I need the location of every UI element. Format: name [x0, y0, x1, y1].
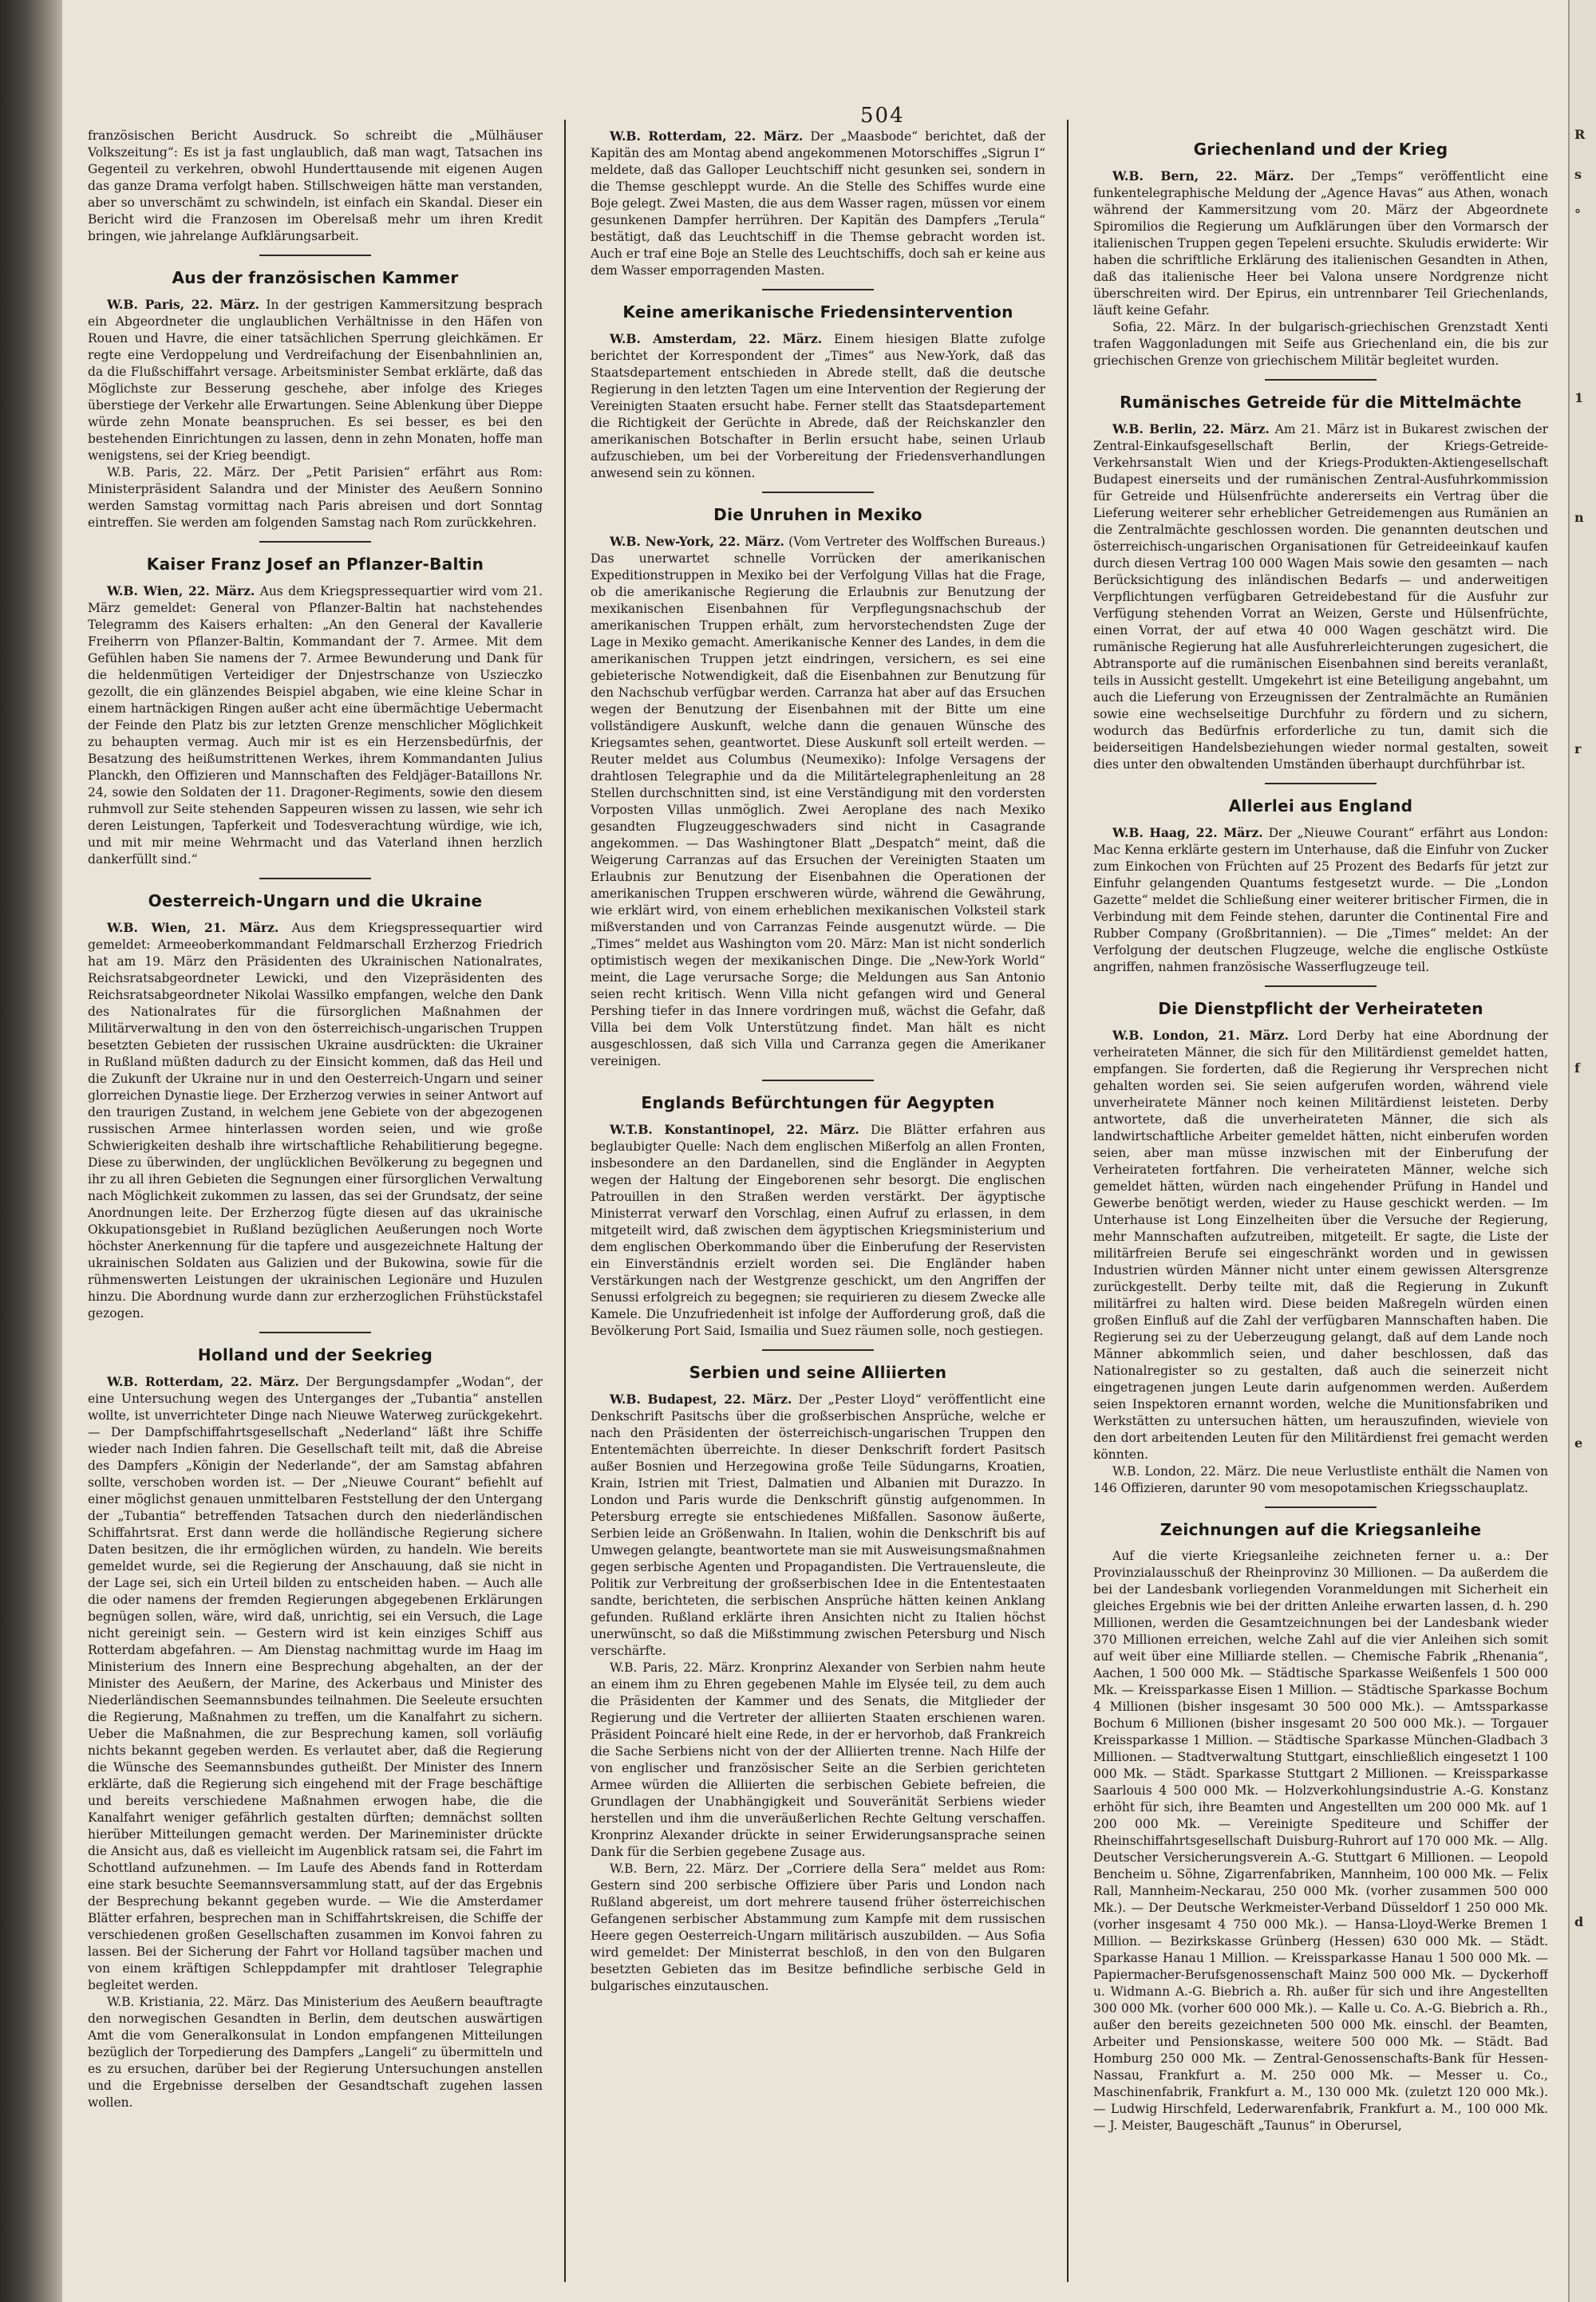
article-headline: Oesterreich-Ungarn und die Ukraine — [148, 891, 483, 910]
article-dateline: W.B. London, 21. März. — [1112, 1028, 1289, 1043]
article — [88, 128, 543, 245]
article-paragraph: Lord Derby hat eine Abordnung der verheirateten Männer, die sich für den Militärdienst gemeldet hatten, empfangen. Sie forderten, daß die Regierung ihr Versprechen nicht gehalten worden sei. Sie seien aufgerufen worden, während viele unverheiratete Männer noch keinen Militärdienst leisteten. Derby antwortete, daß die unverheirateten Männer, die sich als landwirtschaftliche Arbeiter gemeldet hätten, nicht einberufen worden seien, aber man müsse inzwischen mit der Einberufung der Verheirateten fortfahren. Die verheirateten Männer, welche sich gemeldet hätten, würden nach eingehender Prüfung in Handel und Gewerbe benötigt werden, wieder zu Hause geschickt werden. — Im Unterhause ist Long Einzelheiten über die Versuche der Regierung, mehr Mannschaften aufzutreiben, mitgeteilt. Er sagte, die Liste der militärfreien Berufe sei eingeschränkt worden und in gewissen Industrien würden Männer nicht unter einem gewissen Altersgrenze zurückgestellt. Derby teilte mit, daß die Regierung in Zukunft militärfrei zu halten wird. Diese beiden Maßregeln würden einen großen Einfluß auf die Zahl der verfügbaren Mannschaften haben. Die Regierung sei zu der Ueberzeugung gelangt, daß auf dem Lande noch Männer abkommlich seien, und daher beschlossen, daß das Nationalregister so zu gestalten, daß auch die seinerzeit nicht eingetragenen jungen Leute darin aufgenommen werden. Außerdem seien Inspektoren ernannt worden, welche die Munitionsfabriken und Werkstätten zu untersuchen hätten, um herauszufinden, wieviele von den dort arbeitenden Leuten für den Militärdienst frei gemacht werden könnten. — [1093, 1029, 1548, 1462]
adjacent-page-strip — [1568, 0, 1596, 2302]
article-paragraph: W.B. Kristiania, 22. März. Das Ministerium des Aeußern beauftragte den norwegischen Gesandten in Berlin, dem deutschen auswärtigen Amt die vom Generalkonsulat in London empfangenen Mitteilungen bezüglich der Torpedierung des Dampfers „Langeli“ zu übermitteln und es zu ersuchen, darüber bei der Regierung Untersuchungen anstellen und die Ergebnisse derselben der Gesandtschaft zugehen lassen wollen. — [88, 1995, 543, 2110]
article-dateline: W.B. Haag, 22. März. — [1112, 825, 1263, 840]
article-headline: Holland und der Seekrieg — [197, 1345, 433, 1364]
adjacent-fragment: r — [1574, 741, 1582, 756]
article-separator — [1265, 783, 1377, 784]
article-dateline: W.B. Wien, 22. März. — [107, 583, 255, 598]
article-headline: Zeichnungen auf die Kriegsanleihe — [1159, 1520, 1482, 1539]
article-dateline: W.B. Berlin, 22. März. — [1112, 421, 1270, 436]
adjacent-fragment: d — [1574, 1914, 1584, 1929]
article-separator — [259, 878, 371, 879]
article-separator — [259, 255, 371, 256]
article-paragraph: Aus dem Kriegspressequartier wird vom 21. März gemeldet: General von Pflanzer-Baltin hat nachstehendes Telegramm des Kaisers erhalten: „An den General der Kavallerie Freiherrn von Pflanzer-Baltin, Kommandant der 7. Armee. Mit dem Gefühlen haben Sie namens der 7. Armee Bewunderung und Dank für die heldenmütigen Verteidiger der Dnjestrschanze von Uszieczko gezollt, die ein glänzendes Beispiel abgaben, wie eine kleine Schar in einem hartnäckigen Ringen außer acht eine übermächtige Uebermacht der Feinde den Platz bis zur letzten Grenze menschlicher Möglichkeit zu behaupten vermag. Auch mir ist es ein Herzensbedürfnis, der Besatzung des heißumstrittenen Werkes, ihrem Kommandanten Julius Planckh, den Offizieren und Mannschaften des Feldjäger-Bataillons Nr. 24, sowie den Soldaten der 11. Dragoner-Regiments, sowie den diesem ruhmvoll zur Seite stehenden Sappeuren wissen zu lassen, wie sehr ich deren Leistungen, Tapferkeit und Todesverachtung würdige, wie ich, und mit mir meine Wehrmacht und das Vaterland ihnen herzlich dankerfüllt sind.“ — [88, 584, 543, 867]
column-3 — [1093, 128, 1548, 2282]
article-headline: Aus der französischen Kammer — [172, 268, 459, 287]
article-separator — [259, 541, 371, 543]
article — [1093, 1506, 1548, 2134]
article-paragraph: W.B. Paris, 22. März. Kronprinz Alexander von Serbien nahm heute an einem ihm zu Ehren gegebenen Mahle im Elysée teil, zu dem auch die Präsidenten der Kammer und des Senats, die Mitglieder der Regierung und die Vertreter der alliierten Staaten erschienen waren. Präsident Poincaré hielt eine Rede, in der er hervorhob, daß Frankreich die Sache Serbiens nicht von der der Alliierten trenne. Nach Hilfe der von englischer und französischer Seite an die Serbien gerichteten Armee würden die Alliierten die serbischen Gebiete befreien, die Grundlagen der Unabhängigkeit und Souveränität Serbiens wieder herstellen und ihm die unveräußerlichen Rechte Geltung verschaffen. Kronprinz Alexander drückte in seiner Erwiderungsansprache seinen Dank für die Serbien gegebene Zusage aus. — [591, 1660, 1045, 1859]
article — [591, 492, 1045, 1070]
article-dateline: W.B. Paris, 22. März. — [107, 297, 260, 312]
adjacent-fragment: 1 — [1574, 390, 1584, 405]
article-headline: Die Unruhen in Mexiko — [713, 505, 922, 524]
adjacent-fragment: s — [1574, 167, 1582, 182]
article-separator — [1265, 1506, 1377, 1508]
page-number: 504 — [860, 104, 905, 128]
article-paragraph: Auf die vierte Kriegsanleihe zeichneten ferner u. a.: Der Provinzialausschuß der Rheinprovinz 30 Millionen. — Da außerdem die bei der Landesbank vorliegenden Voranmeldungen mit Sicherheit ein gleiches Ergebnis wie bei der dritten Anleihe erwarten lassen, d. h. 290 Millionen, werden die Gesamtzeichnungen bei der Landesbank wieder 370 Millionen erreichen, welche Zahl auf die vier Anleihen sich somit auf weit über eine Milliarde stellen. — Chemische Fabrik „Rhenania“, Aachen, 1 500 000 Mk. — Städtische Sparkasse Weißenfels 1 500 000 Mk. — Kreissparkasse Eisen 1 Million. — Städtische Sparkasse Bochum 4 Millionen (bisher insgesamt 30 500 000 Mk.). — Amtssparkasse Bochum 6 Millionen (bisher insgesamt 20 500 000 Mk.). — Torgauer Kreissparkasse 1 Million. — Städtische Sparkasse München-Gladbach 3 Millionen. — Stadtverwaltung Stuttgart, einschließlich eingesetzt 1 100 000 Mk. — Städt. Sparkasse Stuttgart 2 Millionen. — Kreissparkasse Saarlouis 4 500 000 Mk. — Holzverkohlungsindustrie A.-G. Konstanz erhöht für sich, ihre Beamten und Angestellten um 200 000 Mk. auf 1 200 000 Mk. — Vereinigte Spediteure und Schiffer der Rheinschiffahrtsgesellschaft Duisburg-Ruhrort auf 170 000 Mk. — Allg. Deutscher Versicherungsverein A.-G. Stuttgart 6 Millionen. — Leopold Bencheim u. Söhne, Zigarrenfabriken, Mannheim, 100 000 Mk. — Felix Rall, Mannheim-Neckarau, 250 000 Mk. (vorher zusammen 500 000 Mk.). — Der Deutsche Werkmeister-Verband Düsseldorf 1 250 000 Mk. (vorher insgesamt 4 750 000 Mk.). — Hansa-Lloyd-Werke Bremen 1 Million. — Bezirkskasse Grünberg (Hessen) 630 000 Mk. — Städt. Sparkasse Hanau 1 Million. — Kreissparkasse Hanau 1 500 000 Mk. — Papiermacher-Berufsgenossenschaft Mainz 500 000 Mk. — Dyckerhoff u. Widmann A.-G. Biebrich a. Rh. außer für sich und ihre Angestellten 300 000 Mk. (vorher 600 000 Mk.). — Kalle u. Co. A.-G. Biebrich a. Rh., außer den bereits gezeichneten 500 000 Mk. einschl. der Beamten, Arbeiter und Pensionskasse, weitere 500 000 Mk. — Städt. Bad Homburg 250 000 Mk. — Zentral-Genossenschafts-Bank für Hessen-Nassau, Frankfurt a. M. 250 000 Mk. — Messer u. Co., Maschinenfabrik, Frankfurt a. M., 130 000 Mk. (zuletzt 120 000 Mk.). — Ludwig Hirschfeld, Lederwarenfabrik, Frankfurt a. M., 100 000 Mk. — J. Meister, Baugeschäft „Taunus“ in Oberursel, — [1093, 1549, 1548, 2133]
article-dateline: W.B. Rotterdam, 22. März. — [610, 128, 804, 144]
article-headline: Kaiser Franz Josef an Pflanzer-Baltin — [146, 555, 484, 574]
article-separator — [762, 289, 874, 290]
article-separator — [1265, 985, 1377, 987]
article-paragraph: Der „Nieuwe Courant“ erfährt aus London: Mac Kenna erklärte gestern im Unterhause, daß die Einfuhr von Zucker zum Einkochen von Früchten auf 25 Prozent des Bedarfs für jetzt zur Einfuhr gelangenden Quantums festgesetzt wurde. — Die „London Gazette“ meldet die Schließung einer weiterer britischer Firmen, die in Verbindung mit dem Feinde stehen, darunter die Continental Fire and Rubber Company (Großbritannien). — Die „Times“ meldet: An der Verfolgung der deutschen Flugzeuge, welche die englische Ostküste angriffen, nahmen französische Wasserflugzeuge teil. — [1093, 826, 1548, 974]
article-paragraph: (Vom Vertreter des Wolffschen Bureaus.) Das unerwartet schnelle Vorrücken der amerikanischen Expeditionstruppen in Mexiko bei der Verfolgung Villas hat die Frage, ob die amerikanische Regierung die Erlaubnis zur Benutzung der mexikanischen Eisenbahnen für Verpflegungsnachschub der amerikanischen Truppen erhält, zum hervorstechendsten Zuge der Lage in Mexiko gemacht. Amerikanische Kenner des Landes, in dem die amerikanischen Truppen jetzt eindringen, versichern, es sei eine gebieterische Notwendigkeit, daß die Eisenbahnen zur Benutzung für den Nachschub verfügbar werden. Carranza hat aber auf das Ersuchen wegen der Benutzung der Eisenbahnen mit der Bitte um eine vollständigere Auskunft, welche dann die genauen Wünsche des Kriegsamtes sehen, geantwortet. Diese Auskunft soll erteilt werden. — Reuter meldet aus Columbus (Neumexiko): Infolge Versagens der drahtlosen Telegraphie und da die Militärtelegraphenleitung an 28 Stellen durchschnitten sind, ist eine Verständigung mit den vordersten Vorposten Villas unmöglich. Zwei Aeroplane des nach Mexiko gesandten Flugzeuggeschwaders sind nicht in Casagrande angekommen. — Das Washingtoner Blatt „Despatch“ meint, daß die Weigerung Carranzas auf das Ersuchen der Vereinigten Staaten um Erlaubnis zur Benutzung der Eisenbahnen die Operationen der amerikanischen Truppen erschweren würde, während die Gewährung, wie erklärt wird, von einem erheblichen mexikanischen Volksteil stark mißverstanden und von Carranzas Feinde ausgenutzt würde. — Die „Times“ meldet aus Washington vom 20. März: Man ist nicht sonderlich optimistisch wegen der mexikanischen Dinge. Die „New-York World“ meint, die Lage verursache Sorge; die Meldungen aus San Antonio seien recht kritisch. Wenn Villa nicht gefangen wird und General Pershing tiefer in das Innere vordringen muß, wächst die Gefahr, daß Villa bei dem Volk Unterstützung findet. Man hält es nicht ausgeschlossen, daß sich Villa und Carranza gegen die Amerikaner vereinigen. — [591, 535, 1045, 1068]
article-headline: Rumänisches Getreide für die Mittelmächte — [1120, 393, 1522, 412]
article-paragraph: Der Bergungsdampfer „Wodan“, der eine Untersuchung wegen des Unterganges der „Tubantia“ anstellen wollte, ist unverrichteter Dinge nach Nieuwe Waterweg zurückgekehrt. — Der Dampfschiffahrtsgesellschaft „Nederland“ läßt ihre Schiffe wieder nach Indien fahren. Die Gesellschaft teilt mit, daß die Abreise des Dampfers „Königin der Nederlande“, der am Samstag abfahren sollte, verschoben worden ist. — Der „Nieuwe Courant“ befiehlt auf einer möglichst genauen unmittelbaren Feststellung der den Untergang der „Tubantia“ betreffenden Tatsachen durch den niederländischen Schiffahrtsrat. Erst dann werde die holländische Regierung sichere Daten besitzen, die ihr ermöglichen würden, zu handeln. Wie bereits gemeldet wurde, sei die Regierung der Anschauung, daß sie nicht in der Lage sei, sich ein Urteil bilden zu entscheiden haben. — Auch alle die oder namens der fremden Regierungen abgegebenen Erklärungen begnügen sollen, wäre, wird daß, unrichtig, sei ein Versuch, die Lage nicht gereinigt sein. — Gestern wird ist kein einziges Schiff aus Rotterdam abgefahren. — Am Dienstag nachmittag wurde im Haag im Ministerium des Innern eine Besprechung abgehalten, an der der Minister des Aeußern, der Marine, des Ackerbaus und Minister des Niederländischen Seemannsbundes teilnahmen. Die Seeleute ersuchten die Regierung, Maßnahmen zu treffen, um die Kanalfahrt zu sichern. Ueber die Maßnahmen, die zur Besprechung kamen, soll vorläufig nichts bekannt gegeben werden. Es verlautet aber, daß die Regierung die Wünsche des Seemannsbundes gutheißt. Der Minister des Innern erklärte, daß die Regierung sich eingehend mit der Frage beschäftige und bereits verschiedene Maßnahmen erwogen habe, die die Kanalfahrt weniger gefährlich gestalten dürften; demnächst sollten hierüber Mitteilungen gemacht werden. Der Marineminister drückte die Ansicht aus, daß es vielleicht im Augenblick ratsam sei, die Fahrt im Schottland aufzunehmen. — Im Laufe des Abends fand in Rotterdam eine stark besuchte Seemannsversammlung statt, auf der das Ergebnis der Besprechung bekannt gegeben wurde. — Wie die Amsterdamer Blätter erfahren, besprechen man in Schiffahrtskreisen, die Schiffe der verschiedenen großen Gesellschaften zusammen im Konvoi fahren zu lassen. Bei der Sicherung der Fahrt vor Holland tagsüber machen und von einem kräftigen Schleppdampfer mit drahtloser Telegraphie begleitet werden. — [88, 1375, 543, 1992]
adjacent-fragment: ° — [1574, 207, 1581, 222]
article-dateline: W.B. Amsterdam, 22. März. — [610, 331, 823, 346]
article-headline: Griechenland und der Krieg — [1193, 140, 1448, 159]
article-headline: Serbien und seine Alliierten — [689, 1363, 947, 1382]
article-paragraph: Der „Temps“ veröffentlicht eine funkentelegraphische Meldung der „Agence Havas“ aus Athen, wonach während der Kammersitzung vom 20. März der Abgeordnete Spiromilios die Regierung um Aufklärungen über den Vormarsch der italienischen Truppen gegen Tepeleni ersuchte. Skuludis erwiderte: Wir haben die schriftliche Erklärung des italienischen Gesandten in Athen, daß das italienische Heer bei Valona unsere Nordgrenze nicht überschreiten wird. Der Epirus, ein untrennbarer Teil Griechenlands, läuft keine Gefahr. — [1093, 169, 1548, 318]
column-rule-2 — [1067, 120, 1069, 2282]
article-paragraph: Einem hiesigen Blatte zufolge berichtet der Korrespondent der „Times“ aus New-York, daß das Staatsdepartement entschieden in Abrede stellt, daß die deutsche Regierung in den letzten Tagen um eine Intervention der Regierung der Vereinigten Staaten ersucht habe. Ferner stellt das Staatsdepartement die Richtigkeit der Gerüchte in Abrede, daß der Reichskanzler den amerikanischen Botschafter in Berlin ersucht habe, seinen Urlaub aufzuschieben, um bei der Vorbereitung der Friedensverhandlungen anwesend sein zu können. — [591, 332, 1045, 480]
article — [88, 255, 543, 531]
adjacent-fragment: n — [1574, 510, 1584, 525]
article-paragraph: W.B. London, 22. März. Die neue Verlustliste enthält die Namen von 146 Offizieren, darunter 90 vom mesopotamischen Kriegsschauplatz. — [1093, 1464, 1548, 1495]
article-headline: Englands Befürchtungen für Aegypten — [641, 1093, 995, 1112]
article-dateline: W.T.B. Konstantinopel, 22. März. — [610, 1122, 859, 1137]
article-dateline: W.B. Bern, 22. März. — [1112, 168, 1294, 184]
article — [1093, 379, 1548, 773]
article-separator — [259, 1332, 371, 1333]
article-paragraph: Der „Pester Lloyd“ veröffentlicht eine Denkschrift Pasitschs über die großserbischen Ansprüche, welche er nach den Präsidenten der österreichisch-ungarischen Truppen den Ententemächten überreichte. In dieser Denkschrift fordert Pasitsch außer Bosnien und Herzegowina große Teile Südungarns, Kroatien, Krain, Istrien mit Triest, Dalmatien und Albanien mit Durazzo. In London und Paris wurde die Denkschrift günstig aufgenommen. In Petersburg erregte sie entschiedenes Mißfallen. Sasonow äußerte, Serbien leide an Größenwahn. In Italien, wohin die Denkschrift bis auf Umwegen gelangte, beantwortete man sie mit Ausweisungsmaßnahmen gegen serbische Agenten und Propagandisten. Die Vertrauensleute, die Politik zur Verbreitung der großserbischen Idee in die Ententestaaten sandte, berichteten, die serbischen Ansprüche hätten keinen Anklang gefunden. Rußland erklärte ihren Ansichten nicht zu Italien höchst unerwünscht, so daß die Mißstimmung zwischen Petersburg und Nisch verschärfte. — [591, 1392, 1045, 1658]
article-dateline: W.B. New-York, 22. März. — [610, 534, 784, 549]
article-paragraph: Die Blätter erfahren aus beglaubigter Quelle: Nach dem englischen Mißerfolg an allen Fronten, insbesondere an den Dardanellen, sind die Engländer in Aegypten wegen der Haltung der Eingeborenen sehr besorgt. Die englischen Patrouillen in den Straßen werden verstärkt. Der ägyptische Ministerrat verwarf den Vorschlag, einen Aufruf zu erlassen, in dem mitgeteilt wird, daß zwischen dem ägyptischen Kriegsministerium und dem englischen Oberkommando über die Einberufung der Reservisten ein Einverständnis erzielt worden sei. Die Engländer haben Verstärkungen nach der Westgrenze geschickt, um den Angriffen der Senussi erfolgreich zu begegnen; sie requirieren zu diesem Zwecke alle Kamele. Die Unzufriedenheit ist infolge der Aufforderung groß, daß die Bevölkerung Port Said, Ismailia und Suez räumen solle, noch gestiegen. — [591, 1123, 1045, 1338]
article-paragraph: Am 21. März ist in Bukarest zwischen der Zentral-Einkaufsgesellschaft Berlin, der Kriegs-Getreide-Verkehrsanstalt Wien und der Kriegs-Produkten-Aktiengesellschaft Budapest einerseits und der rumänischen Zentral-Ausfuhrkommission für Getreide und Hülsenfrüchte andererseits ein Vertrag über die Lieferung weiterer sehr erheblicher Getreidemengen aus Rumänien an die Zentralmächte geschlossen worden. Die genannten deutschen und österreichisch-ungarischen Organisationen für Getreideeinkauf kaufen durch diesen Vertrag 100 000 Wagen Mais sowie den gesamten — nach Berücksichtigung des inländischen Bedarfs — und anderweitigen Verpflichtungen verfügbaren Getreidebestand für die Ausfuhr zur Verfügung stehenden Vorrat an Weizen, Gerste und Hülsenfrüchte, einen Vorrat, der auf etwa 40 000 Wagen geschätzt wird. Die rumänische Regierung hat alle Ausfuhrerleichterungen zugesichert, die Abtransporte auf die rumänischen Eisenbahnen sind bereits veranlaßt, teils in Aussicht gestellt. Umgekehrt ist eine Beteiligung angebahnt, um auch die Lieferung von Erzeugnissen der Zentralmächte an Rumänien sowie eine wechselseitige Durchfuhr zu fördern und zu sichern, wodurch das Bedürfnis erforderliche zu tun, damit sich die beiderseitigen Handelsbeziehungen wieder normal gestalten, soweit dies unter den obwaltenden Umständen überhaupt durchführbar ist. — [1093, 422, 1548, 772]
article-separator — [762, 1080, 874, 1081]
article-dateline: W.B. Budapest, 22. März. — [610, 1392, 792, 1407]
article — [88, 878, 543, 1322]
article-dateline: W.B. Rotterdam, 22. März. — [107, 1374, 299, 1389]
article — [591, 128, 1045, 279]
article-paragraph: Sofia, 22. März. In der bulgarisch-griechischen Grenzstadt Xenti trafen Waggonladungen mit Seife aus Griechenland ein, die bis zur griechischen Grenze von griechischem Militär begleitet wurden. — [1093, 320, 1548, 368]
article — [591, 289, 1045, 482]
article — [1093, 783, 1548, 976]
article — [591, 1349, 1045, 1995]
article-headline: Die Dienstpflicht der Verheirateten — [1158, 999, 1483, 1018]
article — [88, 1332, 543, 2111]
column-1 — [88, 128, 543, 2282]
article-separator — [762, 1349, 874, 1351]
article-paragraph: französischen Bericht Ausdruck. So schreibt die „Mülhäuser Volkszeitung“: Es ist ja fast unglaublich, daß man wagt, Tatsachen ins Gegenteil zu verkehren, obwohl Hunderttausende mit eigenen Augen das ganze Drama verfolgt haben. Stillschweigen hätte man verstanden, aber so unverschämt zu schwindeln, ist einfach ein Skandal. Dieser ein Bericht wird die Franzosen im Oberelsaß mehr um ihren Kredit bringen, wie jahrelange Aufklärungsarbeit. — [88, 128, 543, 243]
article-headline: Keine amerikanische Friedensintervention — [622, 302, 1013, 322]
column-rule-1 — [564, 120, 566, 2282]
article-separator — [762, 492, 874, 493]
article — [1093, 985, 1548, 1497]
article — [591, 1080, 1045, 1340]
article — [1093, 139, 1548, 369]
article-dateline: W.B. Wien, 21. März. — [107, 920, 279, 935]
article-paragraph: W.B. Paris, 22. März. Der „Petit Parisien“ erfährt aus Rom: Ministerpräsident Salandra und der Minister des Aeußern Sonnino werden Samstag vormittag nach Paris abreisen und dort Sonntag eintreffen. Sie werden am folgenden Samstag nach Rom zurückkehren. — [88, 465, 543, 530]
article-headline: Allerlei aus England — [1228, 796, 1413, 815]
article-separator — [1265, 379, 1377, 381]
article-paragraph: Aus dem Kriegspressequartier wird gemeldet: Armeeoberkommandant Feldmarschall Erzherzog Friedrich hat am 19. März den Präsidenten des Ukrainischen Nationalrates, Reichsratsabgeordneter Lewicki, und den Vizepräsidenten des Reichsratsabgeordneter Nikolai Wassilko empfangen, welche den Dank des Nationalrates für die fürsorglichen Maßnahmen der Militärverwaltung in den von den österreichisch-ungarischen Truppen besetzten Gebieten der russischen Ukraine ausdrückten: die Ukrainer in Rußland müßten dadurch zu der Einsicht kommen, daß das Heil und die Zukunft der Ukraine nur in und den Oesterreich-Ungarn und seiner glorreichen Dynastie liege. Der Erzherzog verwies in seiner Antwort auf den traurigen Zustand, in welchem jene Gebiete von der abgezogenen russischen Armee hinterlassen worden seien, und wie große Schwierigkeiten deshalb ihre wirtschaftliche Rehabilitierung begegne. Diese zu überwinden, der unglücklichen Bevölkerung zu begegnen und ihr zu all ihren Gebieten die Segnungen einer fürsorglichen Verwaltung nach Möglichkeit zukommen zu lassen, das sei der Grundsatz, der seine Anordnungen leite. Der Erzherzog fügte diesen auf das ukrainische Okkupationsgebiet in Rußland bezüglichen Aeußerungen noch Worte höchster Anerkennung für die tapfere und ausgezeichnete Haltung der ukrainischen Soldaten aus Galizien und der Bukowina, sowie für die rühmenswerten Leistungen der ukrainischen Legionäre und Huzulen hinzu. Die Abordnung wurde dann zur erzherzoglichen Frühstückstafel gezogen. — [88, 921, 543, 1321]
article-paragraph: W.B. Bern, 22. März. Der „Corriere della Sera“ meldet aus Rom: Gestern sind 200 serbische Offiziere über Paris und London nach Rußland abgereist, um dort mehrere tausend früher österreichischen Gefangenen serbischer Abstammung zum Kampfe mit dem russischen Heere gegen Oesterreich-Ungarn militärisch auszubilden. — Aus Sofia wird gemeldet: Der Ministerrat beschloß, in den von den Bulgaren besetzten Gebieten das im Besitze befindliche serbische Geld in bulgarisches einzutauschen. — [591, 1862, 1045, 1993]
column-2 — [591, 128, 1045, 2282]
article — [88, 541, 543, 868]
adjacent-fragment: R — [1574, 127, 1586, 142]
adjacent-fragment: f — [1574, 1060, 1580, 1076]
article-paragraph: Der „Maasbode“ berichtet, daß der Kapitän des am Montag abend angekommenen Motorschiffes „Sigrun I“ meldete, daß das Galloper Leuchtschiff nicht gesunken sei, sondern in die Themse geschleppt wurde. An die Stelle des Schiffes wurde eine Boje gelegt. Zwei Masten, die aus dem Wasser ragen, müssen vor einem gesunkenen Dampfer herrühren. Der Kapitän des Dampfers „Terula“ bestätigt, daß das Leuchtschiff in die Themse gebracht worden ist. Auch er traf eine Boje an Stelle des Leuchtschiffs, doch sah er keine aus dem Wasser emporragenden Masten. — [591, 129, 1045, 278]
article-paragraph: In der gestrigen Kammersitzung besprach ein Abgeordneter die unglaublichen Verhältnisse in den Häfen von Rouen und Havre, die einer tatsächlichen Sperrung gleichkämen. Er regte eine Verdoppelung und Verdreifachung der Eisenbahnlinien an, da die Flußschiffahrt versage. Arbeitsminister Sembat erklärte, daß das Möglichste zur Besserung geschehe, aber infolge des Krieges überstiege der Verkehr alle Erwartungen. Seine Ablenkung über Dieppe würde zehn Monate beanspruchen. Es sei besser, es bei den bestehenden Einrichtungen zu lassen, denn in zehn Monaten, hoffe man wenigstens, sei der Krieg beendigt. — [88, 298, 543, 463]
book-binding-shadow — [0, 0, 62, 2302]
adjacent-fragment: e — [1574, 1435, 1583, 1451]
